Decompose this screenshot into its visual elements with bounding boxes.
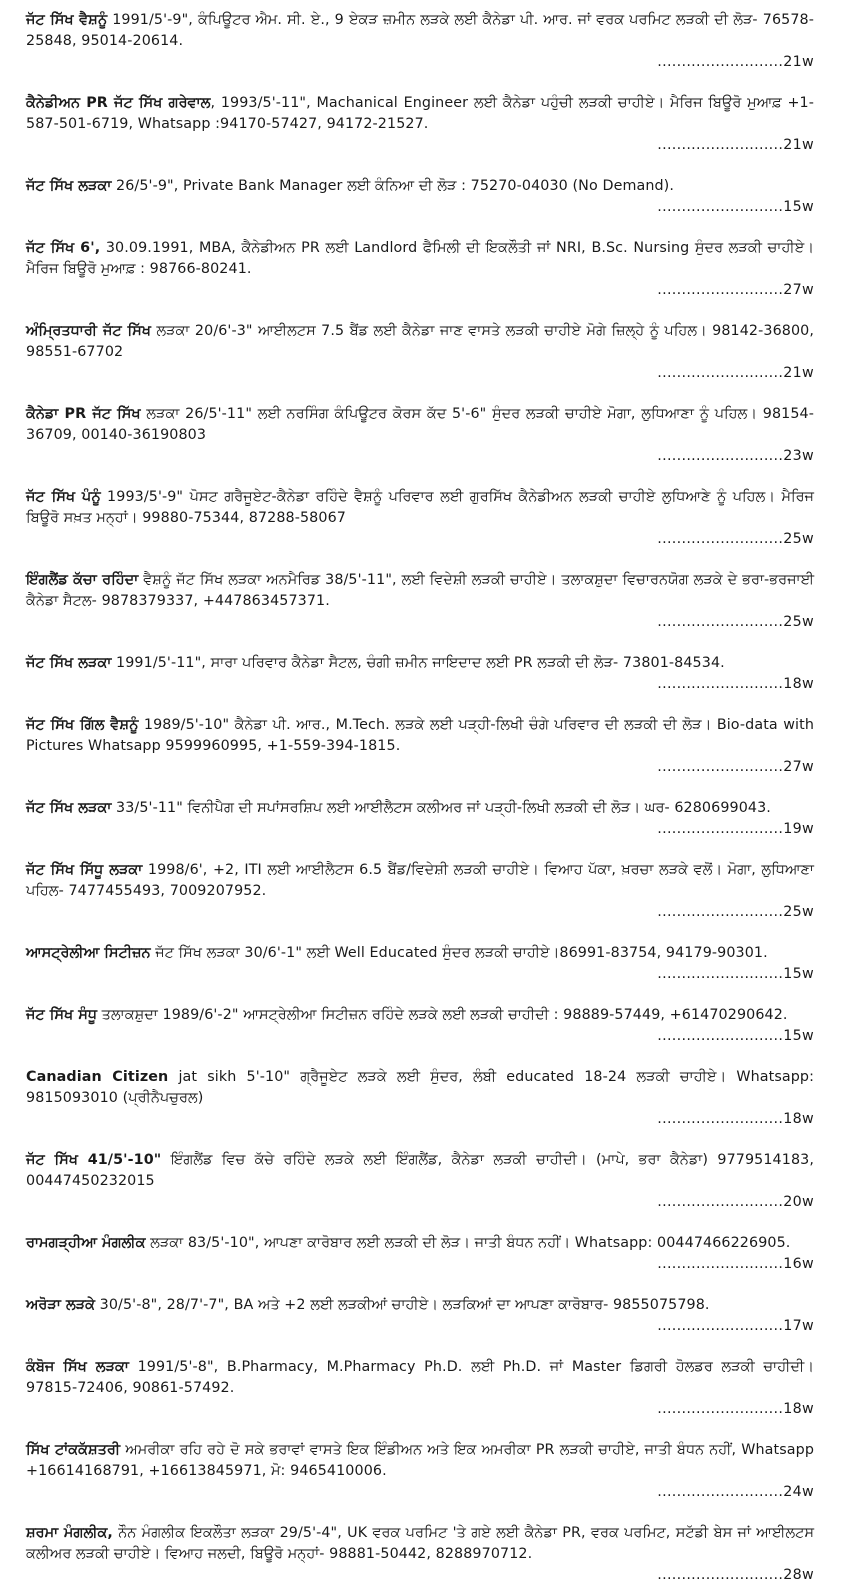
ad-code: ..........................17w — [657, 1318, 814, 1334]
ad-lead: ਅੰਮ੍ਰਿਤਧਾਰੀ ਜੱਟ ਸਿੱਖ — [26, 323, 151, 339]
ad-body: 26/5'-9", Private Bank Manager ਲਈ ਕੰਨਿਆ ਦੀ ਲੋੜ : 75270-04030 (No Demand). — [111, 178, 675, 194]
ad-text — [26, 1440, 814, 1482]
ad-code: ..........................27w — [657, 282, 814, 298]
ad-code: ..........................23w — [657, 448, 814, 464]
ad-lead: ਕੈਨੇਡਾ PR ਜੱਟ ਸਿੱਖ — [26, 406, 141, 422]
ad-lead: ਕੰਬੋਜ ਸਿੱਖ ਲੜਕਾ — [26, 1359, 129, 1375]
ad-text — [26, 1067, 814, 1109]
ad-body: 1991/5'-11", ਸਾਰਾ ਪਰਿਵਾਰ ਕੈਨੇਡਾ ਸੈਟਲ, ਚੰਗੀ ਜ਼ਮੀਨ ਜਾਇਦਾਦ ਲਈ PR ਲੜਕੀ ਦੀ ਲੋੜ- 73801-84534. — [111, 655, 725, 671]
ad-lead: ਰਾਮਗੜ੍ਹੀਆ ਮੰਗਲੀਕ — [26, 1235, 146, 1251]
ad-text — [26, 321, 814, 363]
ad-body: , 1993/5'-11", Machanical Engineer ਲਈ ਕੈਨੇਡਾ ਪਹੁੰਚੀ ਲੜਕੀ ਚਾਹੀਏ। ਮੈਰਿਜ ਬਿਊਰੋ ਮੁਆਫ਼ +1-587-501-6719, Whatsapp :94170-57427, 94172-21527. — [26, 95, 814, 132]
matrimonial-ad-18 — [26, 1295, 814, 1337]
ad-lead: ਜੱਟ ਸਿੱਖ ਸੰਧੂ — [26, 1007, 97, 1023]
ad-code: ..........................21w — [657, 137, 814, 153]
matrimonial-ad-17 — [26, 1233, 814, 1275]
ad-code: ..........................25w — [657, 614, 814, 630]
ad-code: ..........................18w — [657, 1111, 814, 1127]
ad-body: ਇੰਗਲੈਂਡ ਵਿਚ ਕੱਚੇ ਰਹਿੰਦੇ ਲੜਕੇ ਲਈ ਇੰਗਲੈਂਡ, ਕੈਨੇਡਾ ਲੜਕੀ ਚਾਹੀਦੀ। (ਮਾਪੇ, ਭਰਾ ਕੈਨੇਡਾ) 9779514183, 00447450232015 — [26, 1152, 814, 1189]
ad-lead: ਇੰਗਲੈਂਡ ਕੱਚਾ ਰਹਿੰਦਾ — [26, 572, 139, 588]
ad-text — [26, 653, 814, 674]
ad-text — [26, 404, 814, 446]
ad-text — [26, 860, 814, 902]
ad-text — [26, 798, 814, 819]
matrimonial-ad-3 — [26, 176, 814, 218]
ad-body: ਨੌਨ ਮੰਗਲੀਕ ਇਕਲੌਤਾ ਲੜਕਾ 29/5'-4", UK ਵਰਕ ਪਰਮਿਟ 'ਤੇ ਗਏ ਲਈ ਕੈਨੇਡਾ PR, ਵਰਕ ਪਰਮਿਟ, ਸਟੱਡੀ ਬੇਸ ਜਾਂ ਆਈਲਟਸ ਕਲੀਅਰ ਲੜਕੀ ਚਾਹੀਏ। ਵਿਆਹ ਜਲਦੀ, ਬਿਊਰੋ ਮਨ੍ਹਾਂ- 98881-50442, 8288970712. — [26, 1525, 814, 1562]
ad-lead: ਜੱਟ ਸਿੱਖ ਲੜਕਾ — [26, 655, 112, 671]
matrimonial-ad-14 — [26, 1005, 814, 1047]
matrimonial-ad-12 — [26, 860, 814, 923]
ad-lead: ਜੱਟ ਸਿੱਖ 6', — [26, 240, 101, 256]
ad-body: 1993/5'-9" ਪੋਸਟ ਗਰੈਜੂਏਟ-ਕੈਨੇਡਾ ਰਹਿੰਦੇ ਵੈਸ਼ਨੂੰ ਪਰਿਵਾਰ ਲਈ ਗੁਰਸਿੱਖ ਕੈਨੇਡੀਅਨ ਲੜਕੀ ਚਾਹੀਏ ਲੁਧਿਆਣੇ ਨੂੰ ਪਹਿਲ। ਮੈਰਿਜ ਬਿਊਰੋ ਸਖ਼ਤ ਮਨ੍ਹਾਂ। 99880-75344, 87288-58067 — [26, 489, 814, 526]
ad-body: ਲੜਕਾ 20/6'-3" ਆਈਲਟਸ 7.5 ਬੈਂਡ ਲਈ ਕੈਨੇਡਾ ਜਾਣ ਵਾਸਤੇ ਲੜਕੀ ਚਾਹੀਏ ਮੋਗੇ ਜ਼ਿਲ੍ਹੇ ਨੂੰ ਪਹਿਲ। 98142-36800, 98551-67702 — [26, 323, 814, 360]
ad-body: 33/5'-11" ਵਿਨੀਪੈਗ ਦੀ ਸਪਾਂਸਰਸ਼ਿਪ ਲਈ ਆਈਲੈਟਸ ਕਲੀਅਰ ਜਾਂ ਪੜ੍ਹੀ-ਲਿਖੀ ਲੜਕੀ ਦੀ ਲੋੜ। ਘਰ- 6280699043. — [111, 800, 771, 816]
ad-body: 1991/5'-9", ਕੰਪਿਊਟਰ ਐਮ. ਸੀ. ਏ., 9 ਏਕੜ ਜ਼ਮੀਨ ਲੜਕੇ ਲਈ ਕੈਨੇਡਾ ਪੀ. ਆਰ. ਜਾਂ ਵਰਕ ਪਰਮਿਟ ਲੜਕੀ ਦੀ ਲੋੜ- 76578-25848, 95014-20614. — [26, 12, 814, 49]
matrimonial-ad-11 — [26, 798, 814, 840]
ad-body: 1991/5'-8", B.Pharmacy, M.Pharmacy Ph.D. ਲਈ Ph.D. ਜਾਂ Master ਡਿਗਰੀ ਹੋਲਡਰ ਲੜਕੀ ਚਾਹੀਦੀ। 97815-72406, 90861-57492. — [26, 1359, 814, 1396]
ad-lead: ਜੱਟ ਸਿੱਖ 41/5'-10" — [26, 1152, 162, 1168]
ad-lead: ਜੱਟ ਸਿੱਖ ਲੜਕਾ — [26, 178, 112, 194]
matrimonial-ad-6 — [26, 404, 814, 467]
ad-body: ਅਮਰੀਕਾ ਰਹਿ ਰਹੇ ਦੋ ਸਕੇ ਭਰਾਵਾਂ ਵਾਸਤੇ ਇਕ ਇੰਡੀਅਨ ਅਤੇ ਇਕ ਅਮਰੀਕਾ PR ਲੜਕੀ ਚਾਹੀਏ, ਜਾਤੀ ਬੰਧਨ ਨਹੀਂ, Whatsapp +16614168791, +16613845971, ਮੋ: 9465410006. — [26, 1442, 814, 1479]
matrimonial-ad-21 — [26, 1523, 814, 1586]
ad-lead: ਕੈਨੇਡੀਅਨ PR ਜੱਟ ਸਿੱਖ ਗਰੇਵਾਲ — [26, 95, 211, 111]
ad-text — [26, 715, 814, 757]
ad-body: ਲੜਕਾ 26/5'-11" ਲਈ ਨਰਸਿੰਗ ਕੰਪਿਊਟਰ ਕੋਰਸ ਕੱਦ 5'-6" ਸੁੰਦਰ ਲੜਕੀ ਚਾਹੀਏ ਮੋਗਾ, ਲੁਧਿਆਣਾ ਨੂੰ ਪਹਿਲ। 98154-36709, 00140-36190803 — [26, 406, 814, 443]
ad-text — [26, 1005, 814, 1026]
matrimonial-ad-1 — [26, 10, 814, 73]
ad-body: 1989/5'-10" ਕੈਨੇਡਾ ਪੀ. ਆਰ., M.Tech. ਲੜਕੇ ਲਈ ਪੜ੍ਹੀ-ਲਿਖੀ ਚੰਗੇ ਪਰਿਵਾਰ ਦੀ ਲੜਕੀ ਦੀ ਲੋੜ। Bio-data with Pictures Whatsapp 9599960995, +1-559-394-1815. — [26, 717, 814, 754]
matrimonial-ad-10 — [26, 715, 814, 778]
ad-code: ..........................25w — [657, 531, 814, 547]
ad-body: ਲੜਕਾ 83/5'-10", ਆਪਣਾ ਕਾਰੋਬਾਰ ਲਈ ਲੜਕੀ ਦੀ ਲੋੜ। ਜਾਤੀ ਬੰਧਨ ਨਹੀਂ। Whatsapp: 00447466226905. — [145, 1235, 791, 1251]
ad-text — [26, 487, 814, 529]
ad-lead: ਜੱਟ ਸਿੱਖ ਵੈਸ਼ਨੂੰ — [26, 12, 108, 28]
ad-lead: ਜੱਟ ਸਿੱਖ ਲੜਕਾ — [26, 800, 112, 816]
matrimonial-ad-9 — [26, 653, 814, 695]
ad-code: ..........................28w — [657, 1567, 814, 1583]
ad-lead: Canadian Citizen — [26, 1069, 169, 1085]
ad-code: ..........................18w — [657, 676, 814, 692]
ad-body: ਤਲਾਕਸ਼ੁਦਾ 1989/6'-2" ਆਸਟ੍ਰੇਲੀਆ ਸਿਟੀਜ਼ਨ ਰਹਿੰਦੇ ਲੜਕੇ ਲਈ ਲੜਕੀ ਚਾਹੀਦੀ : 98889-57449, +61470290642. — [96, 1007, 788, 1023]
ad-text — [26, 93, 814, 135]
ad-code: ..........................15w — [657, 1028, 814, 1044]
matrimonial-ad-5 — [26, 321, 814, 384]
matrimonial-ad-2 — [26, 93, 814, 156]
ad-lead: ਸ਼ਰਮਾ ਮੰਗਲੀਕ, — [26, 1525, 113, 1541]
ad-lead: ਅਰੋੜਾ ਲੜਕੇ — [26, 1297, 96, 1313]
ad-code: ..........................20w — [657, 1194, 814, 1210]
ad-code: ..........................19w — [657, 821, 814, 837]
ad-code: ..........................25w — [657, 904, 814, 920]
ad-lead: ਜੱਟ ਸਿੱਖ ਸਿੱਧੂ ਲੜਕਾ — [26, 862, 143, 878]
ad-code: ..........................18w — [657, 1401, 814, 1417]
ad-code: ..........................15w — [657, 966, 814, 982]
ad-text — [26, 238, 814, 280]
matrimonial-ad-19 — [26, 1357, 814, 1420]
ad-text — [26, 943, 814, 964]
ad-text — [26, 1523, 814, 1565]
ad-code: ..........................27w — [657, 759, 814, 775]
ad-body: ਵੈਸ਼ਨੂੰ ਜੱਟ ਸਿੱਖ ਲੜਕਾ ਅਨਮੈਰਿਡ 38/5'-11", ਲਈ ਵਿਦੇਸ਼ੀ ਲੜਕੀ ਚਾਹੀਏ। ਤਲਾਕਸ਼ੁਦਾ ਵਿਚਾਰਨਯੋਗ ਲੜਕੇ ਦੇ ਭਰਾ-ਭਰਜਾਈ ਕੈਨੇਡਾ ਸੈਟਲ- 9878379337, +447863457371. — [26, 572, 814, 609]
ad-body: 30.09.1991, MBA, ਕੈਨੇਡੀਅਨ PR ਲਈ Landlord ਫੈਮਿਲੀ ਦੀ ਇਕਲੌਤੀ ਜਾਂ NRI, B.Sc. Nursing ਸੁੰਦਰ ਲੜਕੀ ਚਾਹੀਏ। ਮੈਰਿਜ ਬਿਊਰੋ ਮੁਆਫ਼ : 98766-80241. — [26, 240, 814, 277]
ad-code: ..........................15w — [657, 199, 814, 215]
ad-body: ਜੱਟ ਸਿੱਖ ਲੜਕਾ 30/6'-1" ਲਈ Well Educated ਸੁੰਦਰ ਲੜਕੀ ਚਾਹੀਏ।86991-83754, 94179-90301. — [150, 945, 768, 961]
ad-text — [26, 176, 814, 197]
ad-lead: ਜੱਟ ਸਿੱਖ ਗਿੱਲ ਵੈਸ਼ਨੂੰ — [26, 717, 139, 733]
ad-text — [26, 570, 814, 612]
ad-text — [26, 1357, 814, 1399]
matrimonial-ad-16 — [26, 1150, 814, 1213]
ad-code: ..........................16w — [657, 1256, 814, 1272]
matrimonial-ad-4 — [26, 238, 814, 301]
matrimonial-ad-13 — [26, 943, 814, 985]
ad-lead: ਆਸਟ੍ਰੇਲੀਆ ਸਿਟੀਜ਼ਨ — [26, 945, 151, 961]
ad-text — [26, 1150, 814, 1192]
ad-text — [26, 1233, 814, 1254]
ad-lead: ਜੱਟ ਸਿੱਖ ਪੰਨੂੰ — [26, 489, 101, 505]
ad-lead: ਸਿੱਖ ਟਾਂਕਕੱਸ਼ਤਰੀ — [26, 1442, 121, 1458]
matrimonial-ad-20 — [26, 1440, 814, 1503]
ad-body: 1998/6', +2, ITI ਲਈ ਆਈਲੈਟਸ 6.5 ਬੈਂਡ/ਵਿਦੇਸ਼ੀ ਲੜਕੀ ਚਾਹੀਏ। ਵਿਆਹ ਪੱਕਾ, ਖ਼ਰਚਾ ਲੜਕੇ ਵਲੋਂ। ਮੋਗਾ, ਲੁਧਿਆਣਾ ਪਹਿਲ- 7477455493, 7009207952. — [26, 862, 814, 899]
ad-code: ..........................24w — [657, 1484, 814, 1500]
ad-text — [26, 1295, 814, 1316]
matrimonial-ad-15 — [26, 1067, 814, 1130]
ad-code: ..........................21w — [657, 365, 814, 381]
ad-text — [26, 10, 814, 52]
matrimonial-ad-7 — [26, 487, 814, 550]
matrimonial-ad-8 — [26, 570, 814, 633]
ad-code: ..........................21w — [657, 54, 814, 70]
ad-body: jat sikh 5'-10" ਗ੍ਰੈਜੂਏਟ ਲੜਕੇ ਲਈ ਸੁੰਦਰ, ਲੰਬੀ educated 18-24 ਲੜਕੀ ਚਾਹੀਏ। Whatsapp: 9815093010 (ਪ੍ਰੀਨੈਪਚੁਰਲ) — [26, 1069, 815, 1106]
ad-body: 30/5'-8", 28/7'-7", BA ਅਤੇ +2 ਲਈ ਲੜਕੀਆਂ ਚਾਹੀਏ। ਲੜਕਿਆਂ ਦਾ ਆਪਣਾ ਕਾਰੋਬਾਰ- 9855075798. — [95, 1297, 710, 1313]
